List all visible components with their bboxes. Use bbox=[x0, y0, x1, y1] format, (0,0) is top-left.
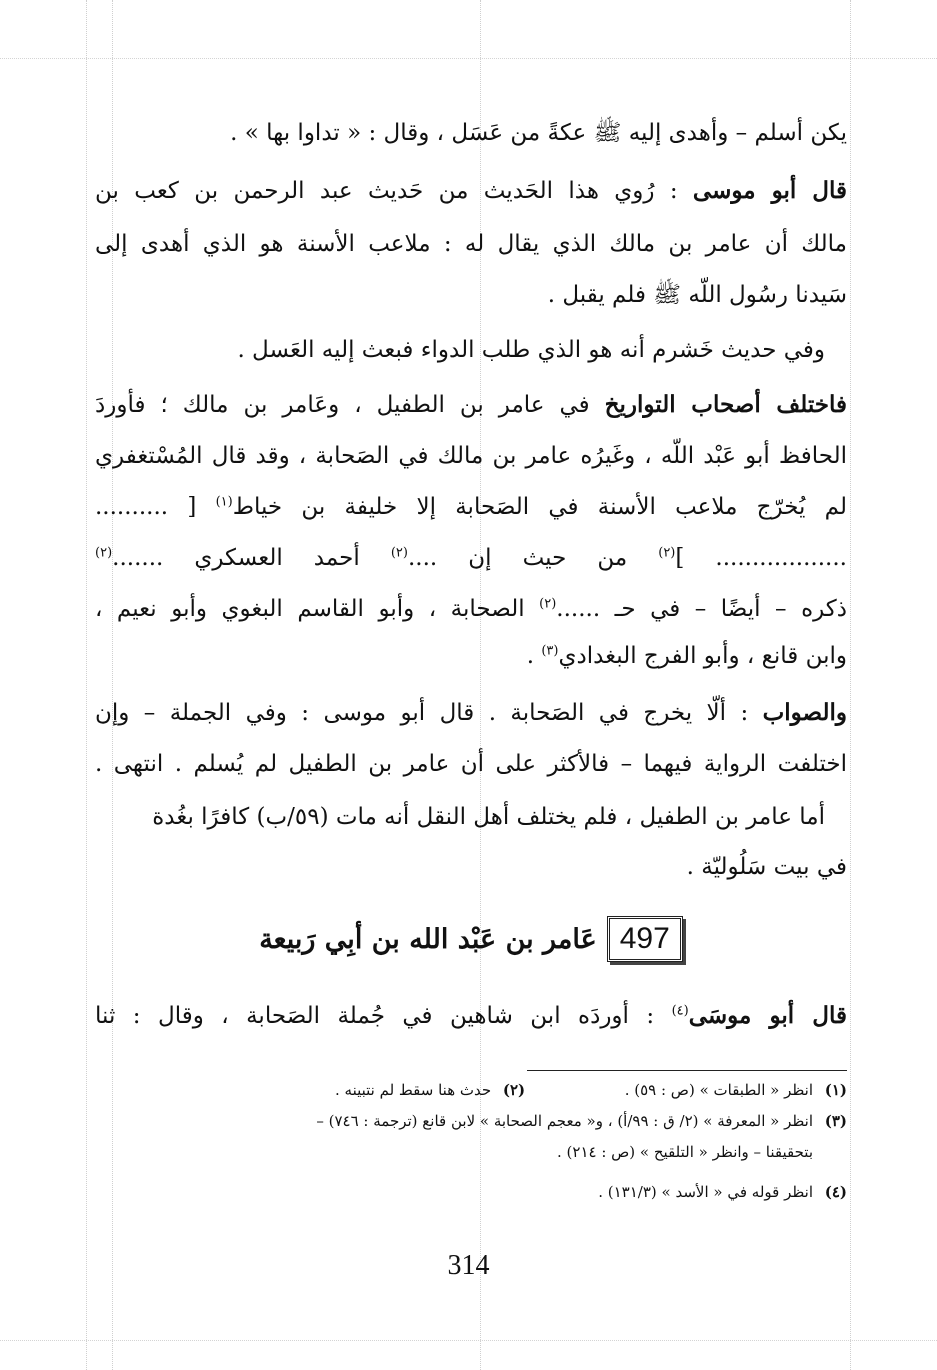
margin-guide bbox=[86, 0, 87, 1370]
lead-phrase: قال أبو موسى bbox=[692, 177, 848, 204]
text-line bbox=[95, 542, 847, 574]
line-text: [ .......... bbox=[95, 494, 216, 520]
entry-title: عَامر بن عَبْد الله بن أبِي رَبيعة bbox=[259, 923, 597, 955]
footnote-number: (٣) bbox=[824, 1112, 847, 1130]
footnote bbox=[95, 1109, 847, 1133]
text-line: وفي حديث خَشرم أنه هو الذي طلب الدواء فبعث إليه العَسل . bbox=[237, 337, 825, 363]
footnote-ref[interactable]: (٢) bbox=[539, 596, 557, 612]
text-line bbox=[95, 491, 847, 523]
text-line bbox=[95, 1000, 847, 1032]
line-text: من حيث إن .... bbox=[407, 545, 659, 571]
footnote-ref[interactable]: (٢) bbox=[658, 545, 676, 561]
text-line: في بيت سَلُوليّة . bbox=[686, 854, 847, 880]
footnote-ref[interactable]: (١) bbox=[215, 494, 233, 510]
footnote-ref[interactable]: (٢) bbox=[390, 545, 408, 561]
footnote-number: (١) bbox=[824, 1081, 847, 1099]
line-text: . bbox=[526, 643, 542, 669]
footnote-ref[interactable]: (٣) bbox=[541, 643, 559, 659]
document-page bbox=[95, 0, 847, 1370]
line-text: : أوردَه ابن شاهين في جُملة الصَحابة ، وقال : ثنا bbox=[95, 1003, 672, 1029]
lead-phrase: والصواب bbox=[762, 699, 847, 726]
line-text: : ألّا يخرج في الصَحابة . قال أبو موسى : وفي الجملة – وإن bbox=[95, 700, 763, 726]
line-text: .................. ] bbox=[675, 545, 847, 571]
footnote-text: انظر « الطبقات » (ص : ٥٩) . bbox=[624, 1081, 813, 1099]
footnote-ref[interactable]: (٢) bbox=[95, 545, 113, 561]
text-line: اختلفت الرواية فيهما – فالأكثر على أن عامر بن الطفيل لم يُسلم . انتهى . bbox=[95, 751, 847, 777]
text-line: مالك أن عامر بن مالك الذي يقال له : ملاعب الأسنة هو الذي أهدى إلى bbox=[95, 231, 847, 257]
line-text: وابن قانع ، وأبو الفرج البغدادي bbox=[558, 643, 847, 669]
lead-phrase: قال أبو موسَى bbox=[688, 1002, 848, 1029]
line-text: ذكره – أيضًا – في حـ ...... bbox=[556, 596, 848, 622]
footnote-text: حدث هنا سقط لم نتبينه . bbox=[334, 1081, 492, 1099]
footnote-text: انظر « المعرفة » (٢/ ق : ٩٩/أ) ، و« معجم الصحابة » لابن قانع (ترجمة : ٧٤٦) – bbox=[316, 1112, 813, 1130]
margin-guide bbox=[850, 0, 851, 1370]
line-text: في عامر بن الطفيل ، وعَامر بن مالك ؛ فأوردَ bbox=[95, 392, 605, 418]
page-number: 314 bbox=[447, 1250, 490, 1281]
footnote-text: انظر قوله في « الأسد » (١٣١/٣) . bbox=[598, 1183, 813, 1201]
text-line bbox=[95, 697, 847, 729]
text-line: سَيدنا رسُول اللّه ﷺ فلم يقبل . bbox=[547, 282, 847, 308]
line-text: أحمد العسكري ....... bbox=[112, 545, 391, 571]
footnote: بتحقيقنا – وانظر « التلقيح » (ص : ٢١٤) . bbox=[557, 1143, 813, 1161]
line-text: لم يُخرّج ملاعب الأسنة في الصَحابة إلا خليفة بن خياط bbox=[232, 494, 847, 520]
line-text: الصحابة ، وأبو القاسم البغوي وأبو نعيم ، bbox=[95, 596, 540, 622]
footnote-number: (٢) bbox=[502, 1081, 526, 1099]
footnote bbox=[95, 1078, 847, 1102]
text-line bbox=[95, 175, 847, 207]
footnote-separator bbox=[527, 1070, 847, 1071]
line-text: : رُوي هذا الحَديث من حَديث عبد الرحمن بن كعب بن bbox=[95, 178, 693, 204]
text-line bbox=[95, 640, 847, 672]
footnote-ref[interactable]: (٤) bbox=[671, 1003, 689, 1019]
text-line: الحافظ أبو عَبْد اللّه ، وغَيرُه عامر بن مالك في الصَحابة ، وقد قال المُسْتغفري bbox=[95, 443, 847, 469]
entry-number-badge: 497 bbox=[607, 916, 683, 962]
footnote-number: (٤) bbox=[824, 1183, 847, 1201]
text-line bbox=[95, 389, 847, 421]
entry-heading bbox=[95, 916, 847, 962]
text-line: أما عامر بن الطفيل ، فلم يختلف أهل النقل أنه مات (٥٩/ب) كافرًا بغُدة bbox=[152, 804, 825, 830]
text-line: يكن أسلم – وأهدى إليه ﷺ عكةً من عَسَل ، وقال : « تداوا بها » . bbox=[230, 120, 847, 146]
text-line bbox=[95, 593, 847, 625]
lead-phrase: فاختلف أصحاب التواريخ bbox=[604, 391, 847, 418]
footnote bbox=[95, 1180, 847, 1204]
